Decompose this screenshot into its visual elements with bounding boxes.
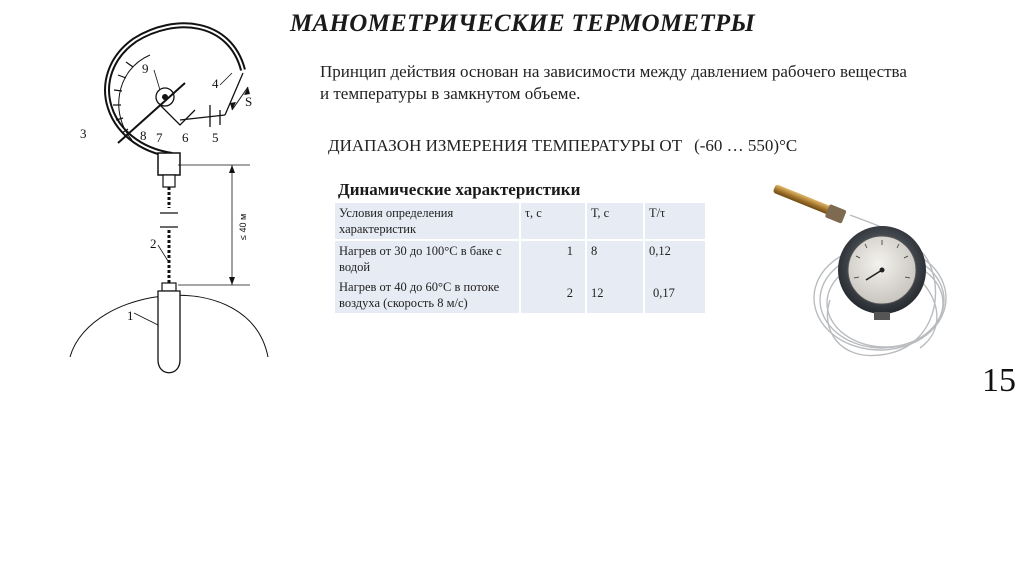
table-header-row [335,203,707,241]
label-1: 1 [127,308,134,323]
dynamics-table [335,203,707,315]
length-label: ≤ 40 м [238,213,248,240]
label-2: 2 [150,236,157,251]
label-4: 4 [212,76,219,91]
label-7: 7 [156,130,163,145]
thermometer-schematic [60,15,290,380]
header-conditions: Условия определения характеристик [335,203,521,241]
label-5: 5 [212,130,219,145]
label-9: 9 [142,61,149,76]
header-tau: τ, с [521,203,587,241]
label-8: 8 [140,128,147,143]
pointer [118,83,185,143]
header-t: Т, с [587,203,645,241]
temperature-range [328,136,797,156]
table-title: Динамические характеристики [338,180,581,199]
range-value: (-60 … 550)°С [694,136,798,155]
principle-text: Принцип действия основан на зависимости между давлением рабочего вещества и температуры в замкнутом объеме. [320,62,907,103]
label-3: 3 [80,126,87,141]
range-label: ДИАПАЗОН ИЗМЕРЕНИЯ ТЕМПЕРАТУРЫ ОТ [328,136,683,155]
label-s: S [245,94,253,109]
slide-title: МАНОМЕТРИЧЕСКИЕ ТЕРМОМЕТРЫ [290,10,756,37]
thermometer-photo [770,170,960,370]
page-number: 15 [982,362,1016,399]
label-6: 6 [182,130,189,145]
table-row: Нагрев от 30 до 100°С в баке с водой 1 8 0,12 [335,241,707,277]
thermobulb [158,291,180,373]
header-ratio: Т/τ [645,203,707,241]
connector [158,153,180,175]
table-row: Нагрев от 40 до 60°С в потоке воздуха (скорость 8 м/с) 2 12 0,17 [335,277,707,315]
